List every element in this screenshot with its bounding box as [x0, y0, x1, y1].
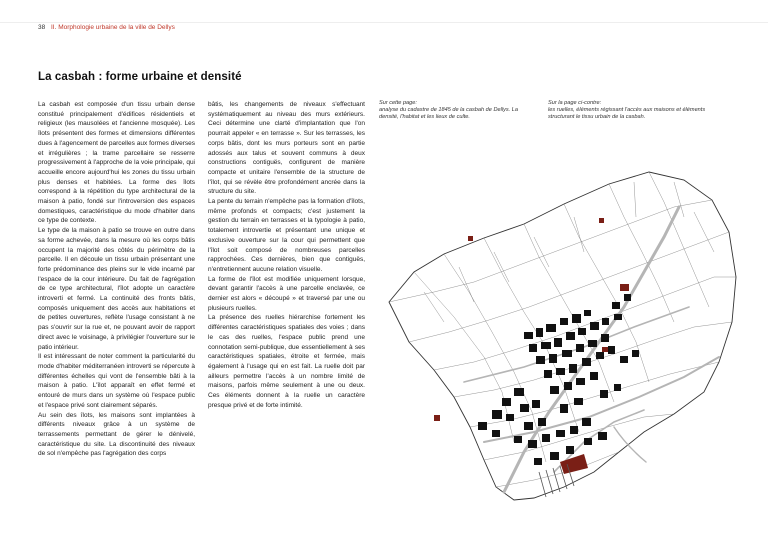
- header-rule: [0, 22, 768, 23]
- caption-text: les ruelles, éléments régissant l'accès aux maisons et éléments structurant le tissu urbain de la casbah.: [548, 107, 706, 121]
- text-column-1: [38, 100, 195, 459]
- section-title: La casbah : forme urbaine et densité: [38, 71, 242, 83]
- paragraph: La casbah est composée d'un tissu urbain dense constitué principalement d'édifices résidentiels et religieux (les mausolées et l'ancienne mosquée). Les îlots présentent des formes et dimensions différentes dues à l'agencement de parcelles aux formes diverses et irrégulières ; la trame parcellaire se resserre progressivement à l'approche de la voie principale, qui accueille encore aujourd'hui les zones du tissu urbain plus denses et habitées. La forme des îlots correspond à la répétition du type architectural de la maison à patio, fondé sur l'introversion des espaces domestiques, caractéristique du mode d'habiter dans ce type de contexte.: [38, 101, 195, 225]
- cadastre-map: [374, 142, 754, 508]
- figure-caption-right: [548, 100, 706, 122]
- caption-text: analyse du cadastre de 1845 de la casbah de Dellys. La densité, l'habitat et les lieux de culte.: [379, 107, 519, 121]
- running-head: II. Morphologie urbaine de la ville de Dellys: [51, 24, 175, 31]
- casbah-outline: [389, 172, 736, 500]
- caption-label: Sur cette page:: [379, 100, 417, 106]
- casbah-map-figure: [374, 142, 754, 508]
- paragraph: Au sein des îlots, les maisons sont implantées à différents niveaux grâce à un système de terrassements permettant de gérer le dénivelé, caractéristique du site. La discontinuité des niveaux de sol n'empêche pas l'agrégation des corps: [38, 411, 195, 458]
- caption-label: Sur la page ci-contre:: [548, 100, 602, 106]
- page-number: 38: [38, 24, 46, 31]
- paragraph: Il est intéressant de noter comment la particularité du mode d'habiter méditerranéen introverti se répercute à différentes échelles qui vont de l'ensemble bâti à la maison à patio. L'îlot apparaît en effet fermé et entouré de murs dans un système où l'espace public et l'espace privé sont clairement séparés.: [38, 353, 195, 409]
- figure-caption-left: [379, 100, 537, 122]
- text-column-2: [208, 100, 365, 411]
- paragraph: La pente du terrain n'empêche pas la formation d'îlots, même profonds et compacts; c'est justement la gestion du terrain en terrasses et la typologie à patio, totalement introvertie et présentant une unique et exclusive ouverture sur la cour qui permettent que l'îlot soit composé de nombreuses parcelles rapprochées. Ces dernières, bien que contiguës, n'entretiennent aucune relation visuelle.: [208, 198, 365, 273]
- paragraph: bâtis, les changements de niveaux s'effectuant systématiquement au niveau des murs extérieurs. Ceci détermine une clarté d'implantation que l'on pourrait appeler « en terrasse ». Sur les terrasses, les corps bâtis, dont les murs porteurs sont en partie adossés aux talus et souvent communs à deux constructions contiguës, configurent de manière compacte et unitaire l'ensemble de la structure de l'îlot, qui se révèle être profondément ancrée dans la structure du site.: [208, 101, 365, 196]
- paragraph: Le type de la maison à patio se trouve en outre dans sa forme achevée, dans la mesure où les corps bâtis occupent la majorité des côtés du périmètre de la parcelle. Il en découle un tissu urbain présentant une forte prédominance des pleins sur le vide incarné par l'espace de la cour intérieure. Du fait de l'agrégation de ce type architectural, l'îlot adopte un caractère introverti et fermé. La continuité des fronts bâtis, composés uniquement des accès aux habitations et de petites ouvertures, reflète l'usage consistant à ne pas s'ouvrir sur la rue et, ne pouvant avoir de rapport direct avec le voisinage, à privilégier l'ouverture sur le patio intérieur.: [38, 227, 195, 351]
- paragraph: La présence des ruelles hiérarchise fortement les différentes caractéristiques spatiales des voies ; dans le cas des ruelles, l'espace public prend une connotation semi-publique, due essentiellement à ses caractéristiques spatiales, étroite et fermée, mais également à l'usage qui en est fait. La ruelle doit par ailleurs permettre l'accès à un nombre limité de maisons, parfois même seulement à une ou deux. Ces éléments donnent à la ruelle un caractère presque privé et de forte intimité.: [208, 314, 365, 409]
- paragraph: La forme de l'îlot est modifiée uniquement lorsque, devant garantir l'accès à une parcelle enclavée, ce dernier est alors « découpé » et traversé par une ou plusieurs ruelles.: [208, 275, 365, 312]
